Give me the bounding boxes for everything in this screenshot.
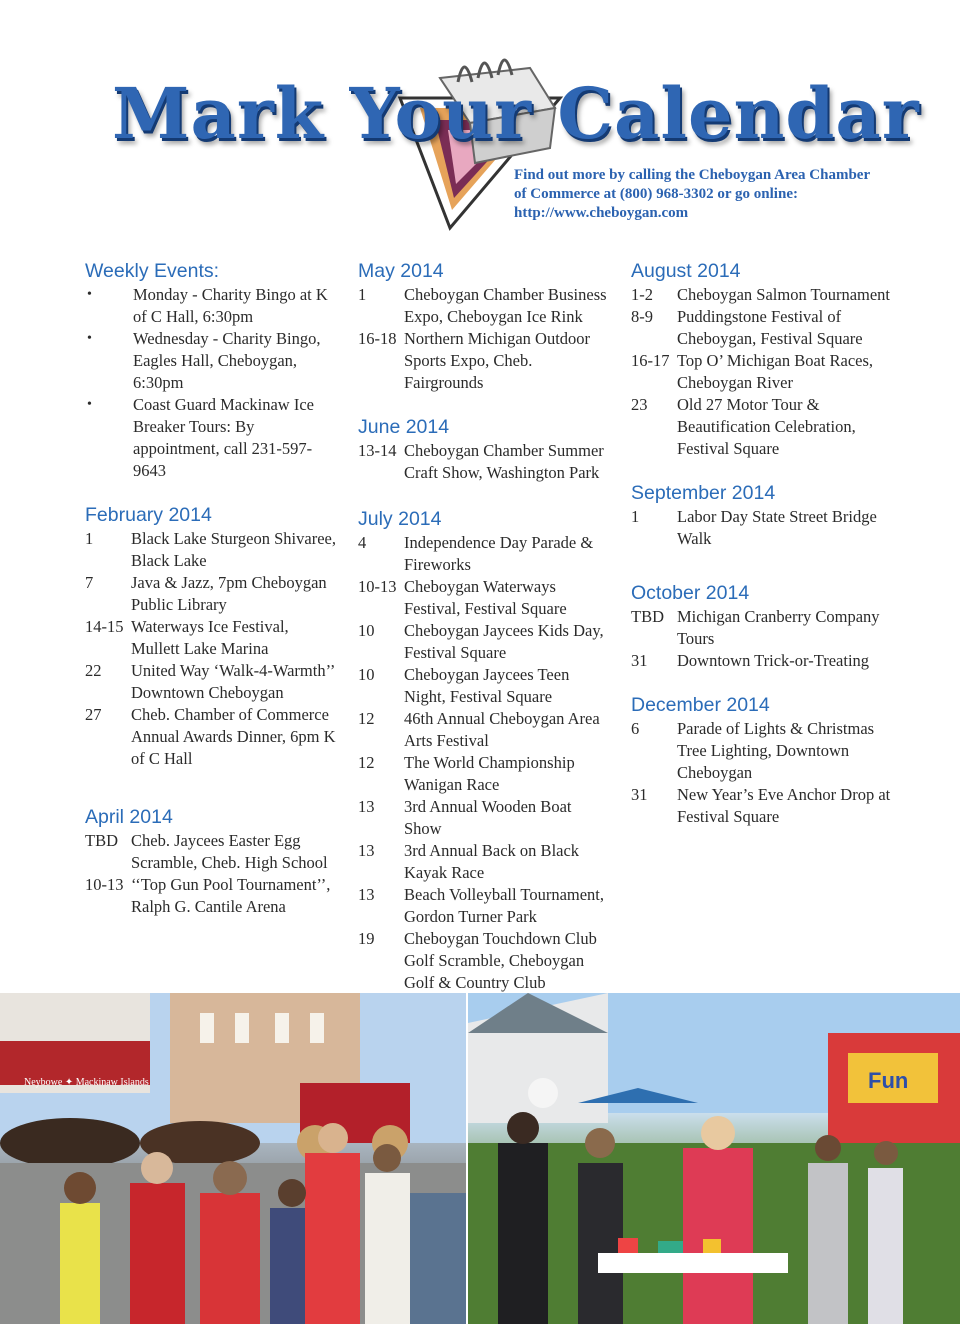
- event-row: [358, 708, 613, 752]
- event-text: 46th Annual Cheboygan Area Arts Festival: [404, 709, 600, 750]
- section-heading: May 2014: [358, 260, 444, 282]
- section-heading: April 2014: [85, 806, 173, 828]
- event-row: [358, 620, 613, 664]
- event-row: [358, 284, 613, 328]
- event-section: [358, 258, 613, 394]
- event-date: 19: [358, 929, 375, 948]
- event-date: 31: [631, 651, 648, 670]
- event-date: 22: [85, 661, 102, 680]
- event-date: 12: [358, 753, 375, 772]
- event-text: Puddingstone Festival of Cheboygan, Festival Square: [677, 307, 863, 348]
- event-date: 14-15: [85, 617, 124, 636]
- event-date: 10: [358, 621, 375, 640]
- kids-day-photo: [468, 993, 960, 1324]
- event-section: [85, 258, 340, 482]
- bullet: •: [87, 331, 92, 346]
- event-text: ‘‘Top Gun Pool Tournament’’, Ralph G. Cantile Arena: [131, 875, 331, 916]
- event-row: [85, 328, 340, 394]
- event-text: Cheboygan Jaycees Kids Day, Festival Square: [404, 621, 604, 662]
- event-row: [85, 394, 340, 482]
- event-row: [358, 796, 613, 840]
- storefront-sign: Neybowe ✦ Mackinaw Islands: [24, 1077, 149, 1088]
- section-heading: August 2014: [631, 260, 741, 282]
- event-row: [631, 394, 891, 460]
- column-3: [631, 258, 891, 848]
- section-heading: July 2014: [358, 508, 442, 530]
- event-text: Cheboygan Touchdown Club Golf Scramble, Cheboygan Golf & Country Club: [404, 929, 597, 992]
- event-date: TBD: [85, 831, 118, 850]
- event-date: TBD: [631, 607, 664, 626]
- event-row: [85, 616, 340, 660]
- event-section: [85, 804, 340, 918]
- header: [0, 0, 960, 250]
- event-section: [358, 506, 613, 994]
- event-row: [85, 284, 340, 328]
- event-row: [631, 350, 891, 394]
- event-date: 8-9: [631, 307, 653, 326]
- event-date: 10: [358, 665, 375, 684]
- event-row: [358, 664, 613, 708]
- event-row: [631, 306, 891, 350]
- event-date: 4: [358, 533, 367, 552]
- event-text: Black Lake Sturgeon Shivaree, Black Lake: [131, 529, 336, 570]
- event-text: Java & Jazz, 7pm Cheboygan Public Library: [131, 573, 327, 614]
- event-text: Parade of Lights & Christmas Tree Lighting, Downtown Cheboygan: [677, 719, 875, 782]
- event-row: [358, 532, 613, 576]
- event-section: [631, 258, 891, 460]
- event-row: [85, 704, 340, 770]
- page-title: Mark Your Calendar: [112, 72, 920, 155]
- section-heading: September 2014: [631, 482, 776, 504]
- event-row: [358, 884, 613, 928]
- event-text: Cheboygan Waterways Festival, Festival Square: [404, 577, 567, 618]
- event-text: Northern Michigan Outdoor Sports Expo, Cheb. Fairgrounds: [404, 329, 591, 392]
- event-row: [358, 440, 613, 484]
- event-text: Cheb. Chamber of Commerce Annual Awards Dinner, 6pm K of C Hall: [131, 705, 336, 768]
- event-row: [358, 752, 613, 796]
- column-1: [85, 258, 340, 938]
- event-date: 16-18: [358, 329, 397, 348]
- event-text: Labor Day State Street Bridge Walk: [677, 507, 877, 548]
- event-row: [631, 718, 891, 784]
- section-heading: February 2014: [85, 504, 212, 526]
- section-heading: June 2014: [358, 416, 450, 438]
- inflatable-sign: Fun: [868, 1068, 909, 1093]
- event-text: Coast Guard Mackinaw Ice Breaker Tours: By appointment, call 231-597-9643: [133, 395, 314, 480]
- event-row: [358, 328, 613, 394]
- event-text: The World Championship Wanigan Race: [404, 753, 575, 794]
- event-text: Downtown Trick-or-Treating: [677, 651, 870, 670]
- event-date: 13: [358, 885, 375, 904]
- event-text: Wednesday - Charity Bingo, Eagles Hall, Cheboygan, 6:30pm: [133, 329, 321, 392]
- event-text: 3rd Annual Wooden Boat Show: [404, 797, 572, 838]
- event-text: New Year’s Eve Anchor Drop at Festival Square: [677, 785, 891, 826]
- event-section: [85, 502, 340, 770]
- event-date: 16-17: [631, 351, 670, 370]
- event-row: [85, 660, 340, 704]
- event-date: 1-2: [631, 285, 653, 304]
- event-text: Beach Volleyball Tournament, Gordon Turner Park: [404, 885, 605, 926]
- event-date: 10-13: [358, 577, 397, 596]
- event-text: Cheb. Jaycees Easter Egg Scramble, Cheb. High School: [131, 831, 328, 872]
- bullet: •: [87, 397, 92, 412]
- event-text: Cheboygan Jaycees Teen Night, Festival Square: [404, 665, 570, 706]
- event-date: 6: [631, 719, 640, 738]
- section-heading: Weekly Events:: [85, 260, 220, 282]
- event-date: 1: [85, 529, 94, 548]
- section-heading: December 2014: [631, 694, 770, 716]
- event-text: United Way ‘Walk-4-Warmth’’ Downtown Cheboygan: [131, 661, 335, 702]
- contact-info: Find out more by calling the Cheboygan Area Chamber of Commerce at (800) 968-3302 or go online: http://www.cheboygan.com: [514, 167, 870, 221]
- event-row: [631, 606, 891, 650]
- event-row: [631, 650, 891, 672]
- event-text: Cheboygan Salmon Tournament: [677, 285, 891, 304]
- event-row: [631, 284, 891, 306]
- event-text: Old 27 Motor Tour & Beautification Celebration, Festival Square: [677, 395, 856, 458]
- event-section: [631, 580, 891, 672]
- event-date: 13: [358, 841, 375, 860]
- event-row: [85, 874, 340, 918]
- event-row: [85, 572, 340, 616]
- event-date: 1: [631, 507, 640, 526]
- event-date: 23: [631, 395, 648, 414]
- event-section: [358, 414, 613, 484]
- event-row: [358, 576, 613, 620]
- event-text: Independence Day Parade & Fireworks: [404, 533, 594, 574]
- event-date: 13-14: [358, 441, 397, 460]
- section-heading: October 2014: [631, 582, 750, 604]
- event-text: Michigan Cranberry Company Tours: [677, 607, 880, 648]
- event-text: Cheboygan Chamber Business Expo, Cheboygan Ice Rink: [404, 285, 607, 326]
- event-text: 3rd Annual Back on Black Kayak Race: [404, 841, 580, 882]
- event-date: 10-13: [85, 875, 124, 894]
- event-text: Waterways Ice Festival, Mullett Lake Marina: [131, 617, 289, 658]
- event-section: [631, 480, 891, 550]
- event-row: [85, 830, 340, 874]
- parade-photo: [0, 993, 466, 1324]
- event-date: 12: [358, 709, 375, 728]
- event-date: 13: [358, 797, 375, 816]
- event-date: 7: [85, 573, 94, 592]
- column-2: [358, 258, 613, 1014]
- event-row: [631, 506, 891, 550]
- event-row: [358, 928, 613, 994]
- event-row: [631, 784, 891, 828]
- event-date: 31: [631, 785, 648, 804]
- event-text: Top O’ Michigan Boat Races, Cheboygan River: [677, 351, 874, 392]
- event-date: 27: [85, 705, 102, 724]
- event-row: [85, 528, 340, 572]
- event-text: Cheboygan Chamber Summer Craft Show, Washington Park: [404, 441, 604, 482]
- event-text: Monday - Charity Bingo at K of C Hall, 6:30pm: [133, 285, 328, 326]
- event-section: [631, 692, 891, 828]
- event-date: 1: [358, 285, 367, 304]
- bullet: •: [87, 287, 92, 302]
- event-row: [358, 840, 613, 884]
- photo-strip: [0, 993, 960, 1324]
